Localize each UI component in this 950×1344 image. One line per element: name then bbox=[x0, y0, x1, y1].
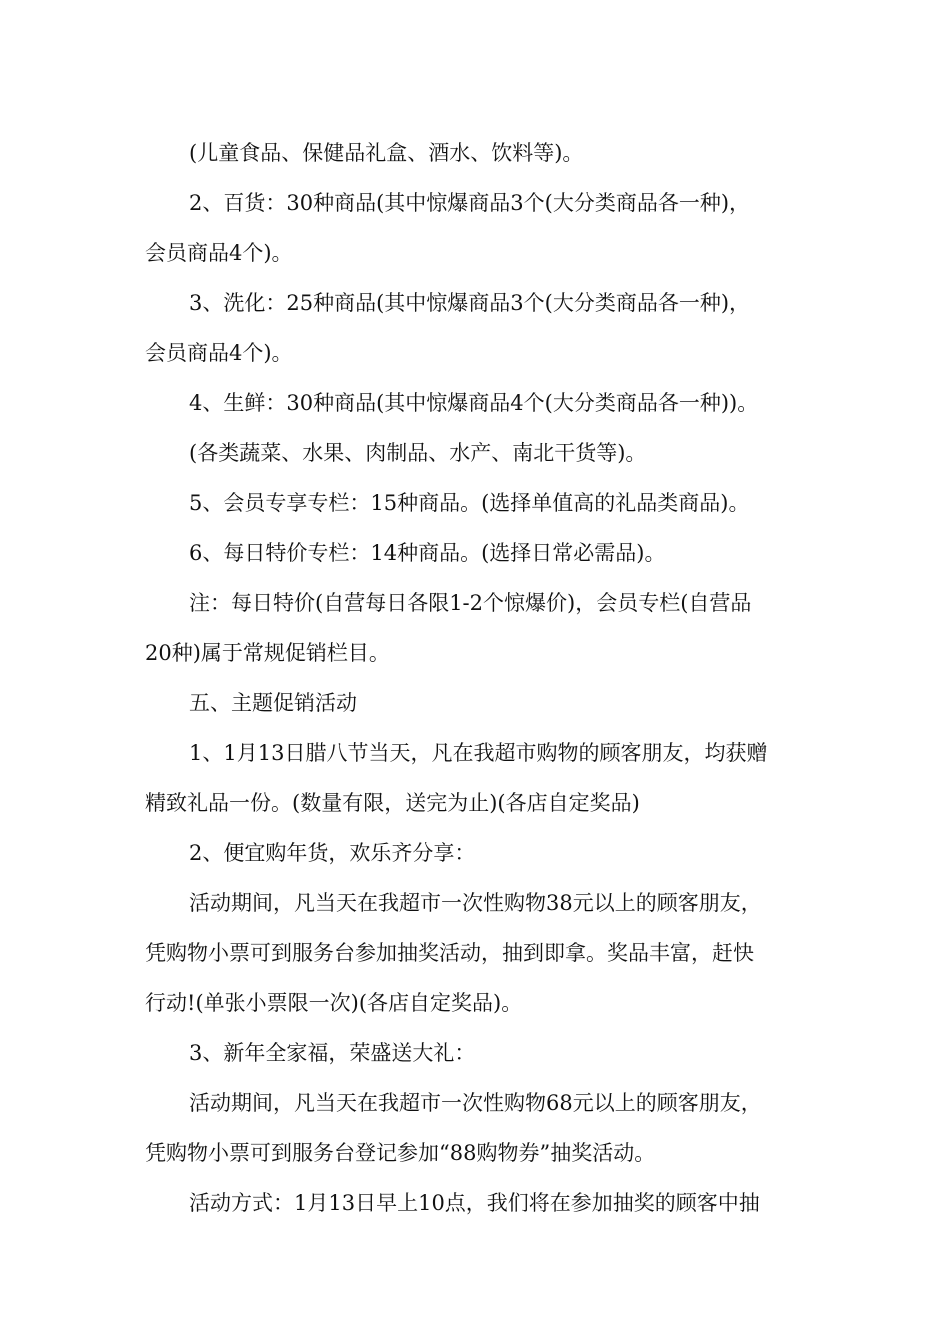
text-line: 2、便宜购年货，欢乐齐分享： bbox=[189, 841, 476, 865]
text-line: 1、1月13日腊八节当天，凡在我超市购物的顾客朋友，均获赠 bbox=[189, 741, 768, 765]
text-line: 20种)属于常规促销栏目。 bbox=[145, 641, 390, 665]
text-line: 2、百货：30种商品(其中惊爆商品3个(大分类商品各一种)， bbox=[189, 191, 751, 215]
text-line: (儿童食品、保健品礼盒、酒水、饮料等)。 bbox=[189, 141, 584, 165]
text-line: 注：每日特价(自营每日各限1-2个惊爆价)，会员专栏(自营品 bbox=[189, 591, 752, 615]
text-line: 3、新年全家福，荣盛送大礼： bbox=[189, 1041, 476, 1065]
text-line: 4、生鲜：30种商品(其中惊爆商品4个(大分类商品各一种))。 bbox=[189, 391, 759, 415]
text-line: 6、每日特价专栏：14种商品。(选择日常必需品)。 bbox=[189, 541, 666, 565]
text-line: 活动期间，凡当天在我超市一次性购物68元以上的顾客朋友， bbox=[189, 1091, 762, 1115]
text-line: 凭购物小票可到服务台参加抽奖活动，抽到即拿。奖品丰富，赶快 bbox=[145, 941, 754, 965]
text-line: (各类蔬菜、水果、肉制品、水产、南北干货等)。 bbox=[189, 441, 647, 465]
text-line: 活动期间，凡当天在我超市一次性购物38元以上的顾客朋友， bbox=[189, 891, 762, 915]
text-line: 精致礼品一份。(数量有限，送完为止)(各店自定奖品) bbox=[145, 791, 640, 815]
text-line: 活动方式：1月13日早上10点，我们将在参加抽奖的顾客中抽 bbox=[189, 1191, 760, 1215]
text-line: 会员商品4个)。 bbox=[145, 341, 293, 365]
text-line: 凭购物小票可到服务台登记参加“88购物券”抽奖活动。 bbox=[145, 1141, 656, 1165]
text-line: 3、洗化：25种商品(其中惊爆商品3个(大分类商品各一种)， bbox=[189, 291, 751, 315]
document-body bbox=[145, 128, 809, 1228]
text-line: 行动!(单张小票限一次)(各店自定奖品)。 bbox=[145, 991, 523, 1015]
section-heading: 五、主题促销活动 bbox=[189, 691, 357, 715]
text-line: 5、会员专享专栏：15种商品。(选择单值高的礼品类商品)。 bbox=[189, 491, 750, 515]
text-line: 会员商品4个)。 bbox=[145, 241, 293, 265]
